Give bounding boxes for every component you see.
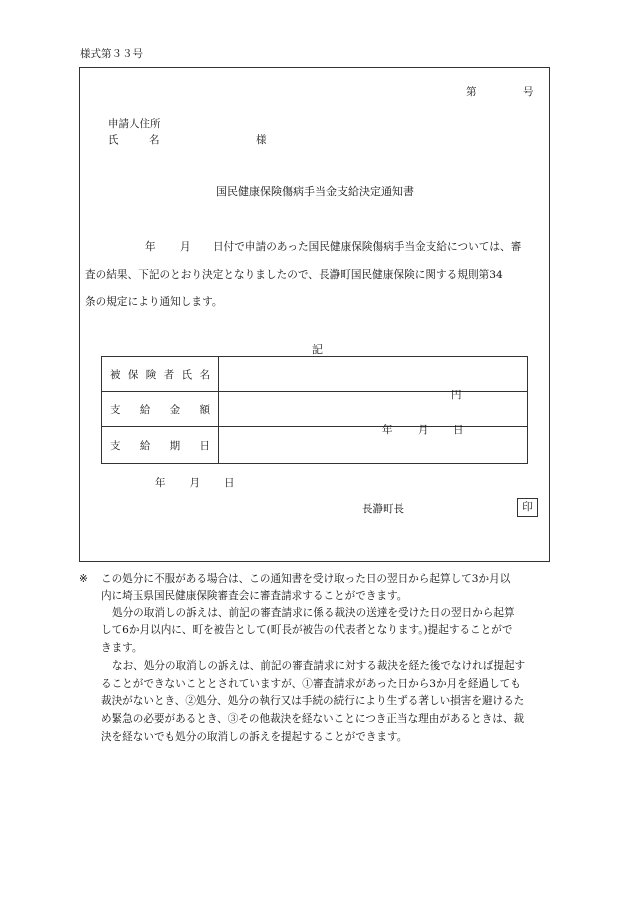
yen-unit: 円	[451, 389, 462, 401]
table-row	[102, 357, 528, 392]
note-p3-line4: め緊急の必要があるとき、③その他裁決を経ないことにつき正当な理由があるときは、裁	[101, 713, 525, 725]
payment-date-label: 支 給 期 日	[102, 427, 219, 464]
document-number-label: 第	[466, 86, 477, 98]
applicant-name-label-1: 氏	[108, 134, 119, 146]
body-line-3: 条の規定により通知します。	[85, 296, 223, 308]
body-line-2: 査の結果、下記のとおり決定となりましたので、長瀞町国民健康保険に関する規則第34	[85, 269, 503, 281]
note-p1-line2: 内に埼玉県国民健康保険審査会に審査請求することができます。	[101, 590, 408, 602]
payment-amount-value	[219, 389, 528, 427]
issue-date-day: 日	[224, 477, 235, 489]
payment-amount-label: 支 給 金 額	[102, 392, 219, 427]
note-p3-line1: なお、処分の取消しの訴えは、前記の審査請求に対する裁決を経た後でなければ提起す	[112, 660, 526, 672]
details-table	[101, 356, 528, 464]
insured-name-value	[219, 357, 528, 392]
issuer-title: 長瀞町長	[362, 503, 404, 515]
body-line-1-text: 日付で申請のあった国民健康保険傷病手当金支給については、審	[213, 241, 522, 253]
issue-date-month: 月	[189, 477, 200, 489]
payment-date-value	[219, 424, 528, 464]
honorific: 様	[256, 134, 267, 146]
document-title: 国民健康保険傷病手当金支給決定通知書	[216, 185, 414, 198]
body-month: 月	[180, 241, 191, 253]
payment-date-year: 年	[382, 424, 393, 436]
form-number: 様式第３３号	[80, 48, 143, 60]
table-row	[102, 427, 528, 464]
note-p2-line2: して6か月以内に、町を被告として(町長が被告の代表者となります。)提起することがで	[101, 624, 513, 636]
seal-box: 印	[517, 498, 538, 517]
issue-date-year: 年	[155, 477, 166, 489]
note-p3-line5: 決を経ないでも処分の取消しの訴えを提起することができます。	[101, 731, 408, 743]
document-number-suffix: 号	[523, 86, 534, 98]
note-p2-line1: 処分の取消しの訴えは、前記の審査請求に係る裁決の送達を受けた日の翌日から起算	[112, 607, 515, 619]
ki-heading: 記	[312, 343, 323, 356]
body-year: 年	[145, 241, 156, 253]
note-p3-line2: ることができないこととされていますが、①審査請求があった日から3か月を経過しても	[101, 678, 521, 690]
payment-date-month: 月	[418, 424, 429, 436]
note-p1-line1: この処分に不服がある場合は、この通知書を受け取った日の翌日から起算して3か月以	[101, 573, 511, 585]
note-mark: ※	[79, 573, 88, 585]
insured-name-label: 被 保 険 者 氏 名	[102, 357, 219, 392]
note-p3-line3: 裁決がないとき、②処分、処分の執行又は手続の続行により生ずる著しい損害を避けるた	[101, 695, 525, 707]
issue-date	[155, 478, 235, 489]
note-p2-line3: きます。	[101, 642, 143, 654]
payment-date-day: 日	[453, 424, 464, 436]
table-row	[102, 392, 528, 427]
applicant-address-label: 申請人住所	[108, 118, 161, 130]
applicant-name-label-2: 名	[149, 134, 160, 146]
